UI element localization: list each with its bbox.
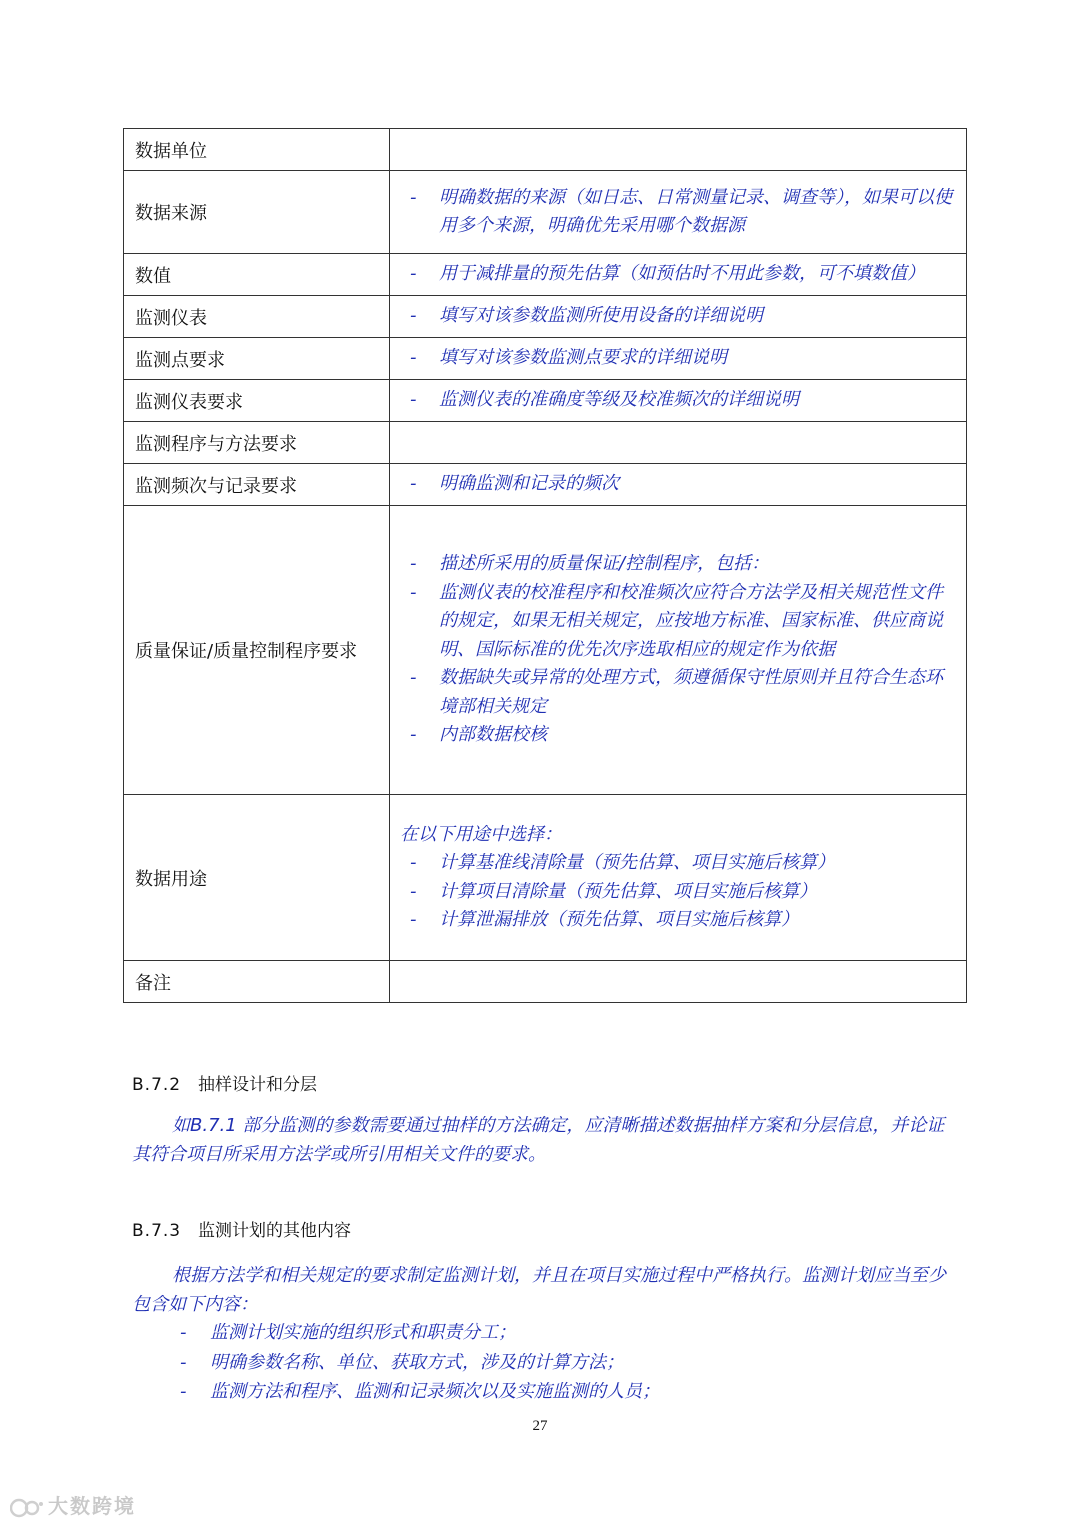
list-item: - 数据缺失或异常的处理方式，须遵循保守性原则并且符合生态环境部相关规定 xyxy=(410,667,943,717)
row-content xyxy=(390,380,967,422)
row-label: 监测点要求 xyxy=(124,338,390,380)
row-content xyxy=(390,338,967,380)
table-row xyxy=(124,422,967,464)
row-label: 数据来源 xyxy=(124,171,390,254)
row-label: 监测仪表 xyxy=(124,296,390,338)
table-row xyxy=(124,795,967,961)
section-paragraph: 根据方法学和相关规定的要求制定监测计划，并且在项目实施过程中严格执行。监测计划应当至少包含如下内容： xyxy=(132,1265,946,1315)
row-label: 质量保证/质量控制程序要求 xyxy=(124,506,390,795)
list-intro: 在以下用途中选择： xyxy=(400,823,562,845)
row-content xyxy=(390,171,967,254)
section-heading xyxy=(132,1216,351,1241)
table-row xyxy=(124,464,967,506)
row-content xyxy=(390,422,967,464)
section-heading xyxy=(132,1070,317,1095)
watermark-logo-icon xyxy=(10,1497,44,1519)
table-row xyxy=(124,338,967,380)
list-item: - 填写对该参数监测所使用设备的详细说明 xyxy=(410,305,763,327)
list-item: - 监测仪表的准确度等级及校准频次的详细说明 xyxy=(410,389,799,411)
list-item: - 明确监测和记录的频次 xyxy=(410,473,619,495)
list-item: - 计算基准线清除量（预先估算、项目实施后核算） xyxy=(410,852,835,873)
table-row xyxy=(124,171,967,254)
section-list xyxy=(132,1318,960,1407)
list-item: - 监测仪表的校准程序和校准频次应符合方法学及相关规范性文件的规定，如果无相关规定，应按地方标准、国家标准、供应商说明、国际标准的优先次序选取相应的规定作为依据 xyxy=(410,581,943,660)
list-item: - 明确参数名称、单位、获取方式，涉及的计算方法； xyxy=(180,1351,624,1373)
table-row xyxy=(124,961,967,1003)
list-item: - 描述所采用的质量保证/控制程序，包括： xyxy=(410,553,770,575)
section-title: 监测计划的其他内容 xyxy=(198,1221,351,1241)
list-item: - 监测方法和程序、监测和记录频次以及实施监测的人员； xyxy=(180,1381,660,1402)
table-row xyxy=(124,506,967,795)
row-label: 数据单位 xyxy=(124,129,390,171)
row-label: 备注 xyxy=(124,961,390,1003)
monitoring-parameter-table xyxy=(123,128,967,1003)
table-row xyxy=(124,129,967,171)
row-content xyxy=(390,961,967,1003)
section-number: B.7.2 xyxy=(132,1075,182,1095)
list-item: - 监测计划实施的组织形式和职责分工； xyxy=(180,1322,516,1343)
row-label: 数值 xyxy=(124,254,390,296)
section-paragraph: 如B.7.1 部分监测的参数需要通过抽样的方法确定，应清晰描述数据抽样方案和分层信息，并论证其符合项目所采用方法学或所引用相关文件的要求。 xyxy=(132,1115,945,1165)
section-number: B.7.3 xyxy=(132,1221,182,1241)
row-label: 监测仪表要求 xyxy=(124,380,390,422)
list-item: - 用于减排量的预先估算（如预估时不用此参数，可不填数值） xyxy=(410,263,925,285)
page-number: 27 xyxy=(532,1418,548,1434)
table-row xyxy=(124,254,967,296)
table-row xyxy=(124,380,967,422)
table-row xyxy=(124,296,967,338)
section-title: 抽样设计和分层 xyxy=(198,1075,317,1095)
list-item: - 计算项目清除量（预先估算、项目实施后核算） xyxy=(410,880,817,902)
list-item: - 明确数据的来源（如日志、日常测量记录、调查等），如果可以使用多个来源，明确优先采用哪个数据源 xyxy=(410,186,952,236)
row-content xyxy=(390,506,967,795)
row-content xyxy=(390,254,967,296)
row-label: 数据用途 xyxy=(124,795,390,961)
watermark xyxy=(10,1490,136,1519)
row-content xyxy=(390,129,967,171)
row-label: 监测程序与方法要求 xyxy=(124,422,390,464)
watermark-text: 大数跨境 xyxy=(48,1494,136,1518)
list-item: - 填写对该参数监测点要求的详细说明 xyxy=(410,347,727,369)
row-content xyxy=(390,464,967,506)
row-content xyxy=(390,296,967,338)
row-content xyxy=(390,795,967,961)
list-item: - 计算泄漏排放（预先估算、项目实施后核算） xyxy=(410,909,799,930)
list-item: - 内部数据校核 xyxy=(410,724,547,746)
row-label: 监测频次与记录要求 xyxy=(124,464,390,506)
